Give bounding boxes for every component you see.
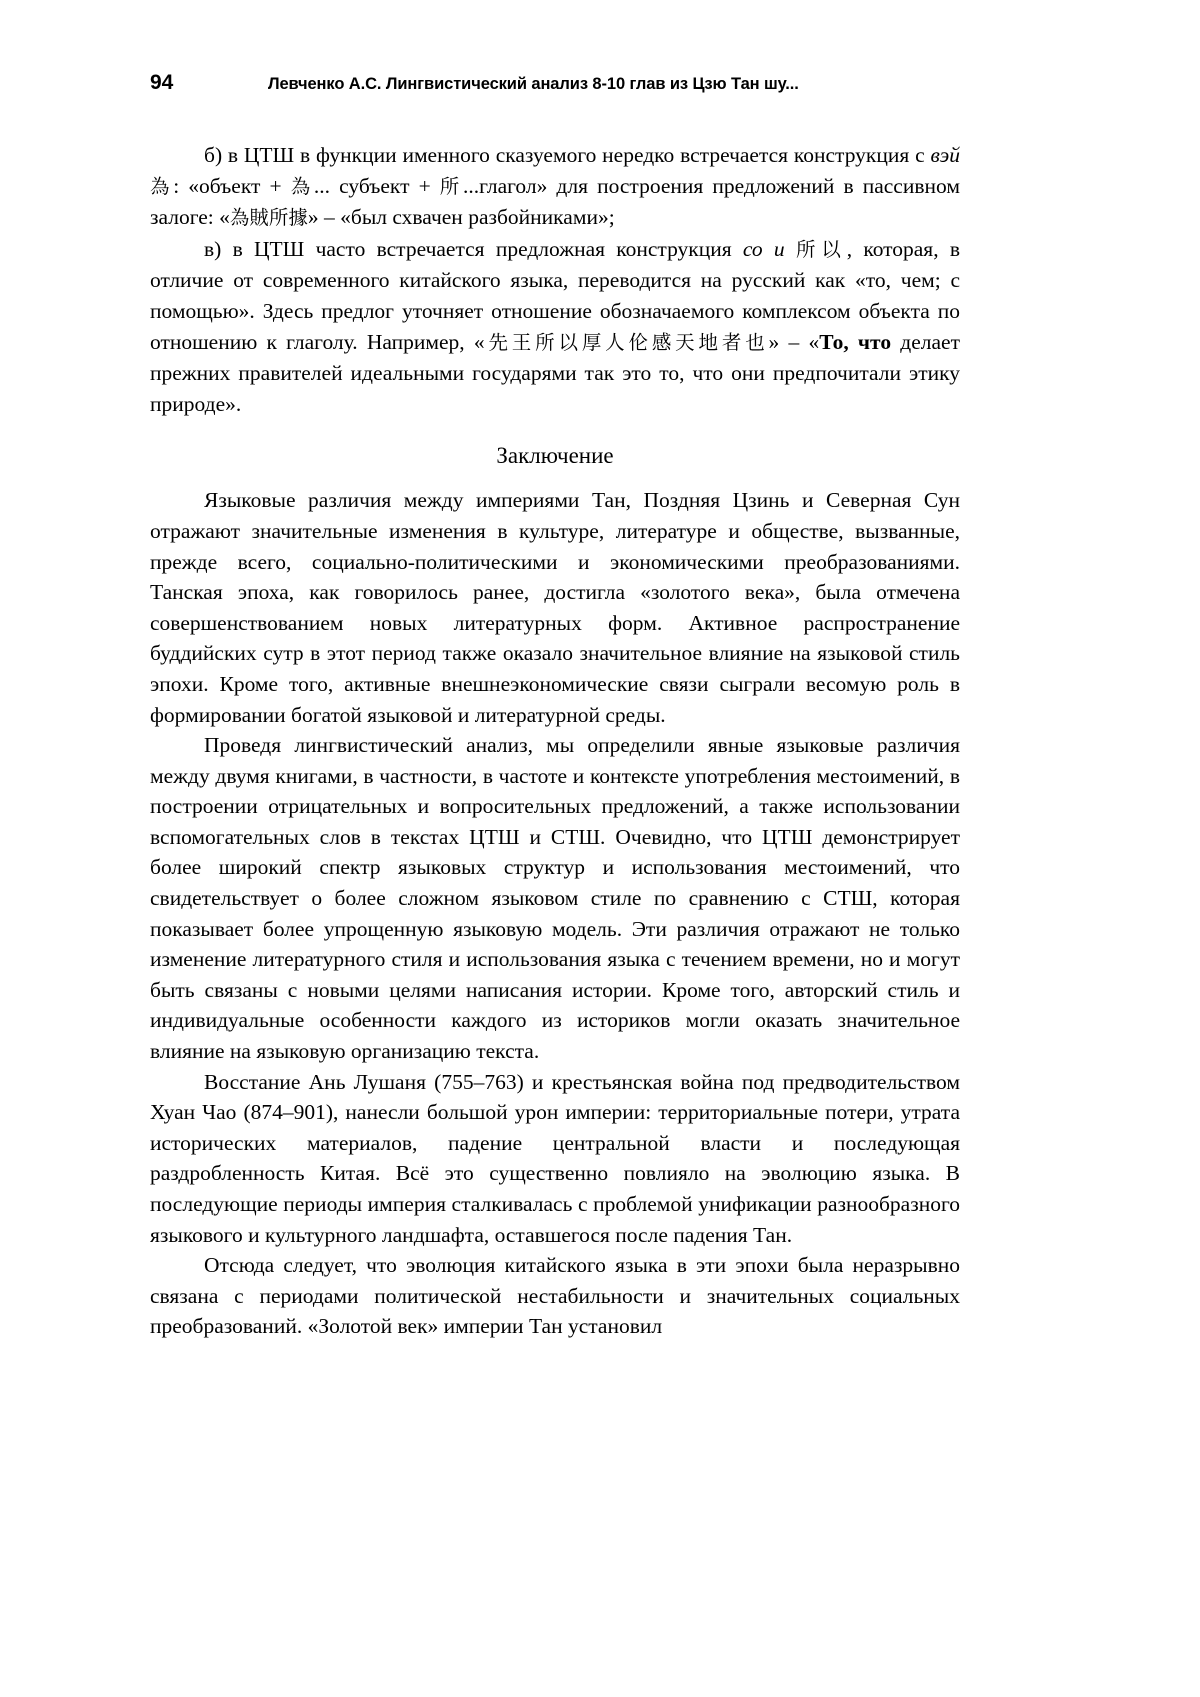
paragraph-v-italic-term: со и xyxy=(742,236,785,261)
paragraph-b-text-5: » – «был схвачен разбойниками»; xyxy=(307,205,615,230)
paragraph-v-cjk-1: 所以 xyxy=(795,237,847,261)
page-header xyxy=(150,72,1050,93)
section-heading-conclusion: Заключение xyxy=(496,443,614,469)
conclusion-paragraph-1: Языковые различия между империями Тан, Поздняя Цзинь и Северная Сун отражают значительные изменения в культуре, литературе и обществе, вызванные, прежде всего, социально-политическими и экономическими преобразованиями. Танская эпоха, как говорилось ранее, достигла «золотого века», была отмечена совершенствованием новых литературных форм. Активное распространение буддийских сутр в этот период также оказало значительное влияние на языковой стиль эпохи. Кроме того, активные внешнеэкономические связи сыграли весомую роль в формировании богатой языковой и литературной среды. xyxy=(150,488,960,727)
conclusion-paragraph-3: Восстание Ань Лушаня (755–763) и крестьянская война под предводительством Хуан Чао (874–901), нанесли большой урон империи: территориальные потери, утрата исторических материалов, падение центральной власти и последующая раздробленность Китая. Всё это существенно повлияло на эволюцию языка. В последующие периоды империя сталкивалась с проблемой унификации разнообразного языкового и культурного ландшафта, оставшегося после падения Тан. xyxy=(150,1069,960,1247)
paragraph-b-text-2: : «объект + xyxy=(173,173,291,198)
conclusion-paragraph-2: Проведя лингвистический анализ, мы определили явные языковые различия между двумя книгами, в частности, в частоте и контексте употребления местоимений, в построении отрицательных и вопросительных предложений, а также использовании вспомогательных слов в текстах ЦТШ и СТШ. Очевидно, что ЦТШ демонстрирует более широкий спектр языковых структур и использования местоимений, что свидетельствует о более сложном языковом стиле по сравнению с СТШ, которая показывает более упрощенную языковую модель. Эти различия отражают не только изменение литературного стиля и использования языка с течением времени, но и могут быть связаны с новыми целями написания истории. Кроме того, авторский стиль и индивидуальные особенности каждого из историков могли оказать значительное влияние на языковую организацию текста. xyxy=(150,733,960,1064)
page-number: 94 xyxy=(150,71,174,94)
paragraph-b xyxy=(150,140,960,234)
paragraph-b-cjk-1: 為 xyxy=(150,174,174,198)
paragraph-v-cjk-2: 先王所以厚人伦感天地者也 xyxy=(484,330,769,354)
page-content xyxy=(150,140,960,1342)
paragraph-b-cjk-3: 所 xyxy=(439,174,463,198)
paragraph-b-text-1: б) в ЦТШ в функции именного сказуемого нередко встречается конструкция с xyxy=(204,143,931,167)
paragraph-b-cjk-2: 為 xyxy=(290,174,314,198)
conclusion-paragraph-4: Отсюда следует, что эволюция китайского языка в эти эпохи была неразрывно связана с периодами политической нестабильности и значительных социальных преобразований. «Золотой век» империи Тан установил xyxy=(150,1253,960,1339)
paragraph-v-bold-term: То, что xyxy=(819,329,892,354)
paragraph-b-text-4: ...глагол» для построения предложений в пассивном залоге: « xyxy=(150,173,960,230)
paragraph-v-text-2: , которая, в отличие от современного китайского языка, переводится на русский как «то, чем; с помощью». Здесь предлог уточняет отношение обозначаемого комплексом объекта по отношению к глаголу. Например, « xyxy=(150,236,960,354)
paragraph-v-text-1: в) в ЦТШ часто встречается предложная конструкция xyxy=(204,236,743,261)
paragraph-v-text-3: » – « xyxy=(768,329,820,354)
paragraph-b-text-3: ... субъект + xyxy=(313,173,440,198)
paragraph-v xyxy=(150,234,960,420)
paragraph-b-cjk-4: 為賊所據 xyxy=(229,206,308,230)
paragraph-v-text-4: делает прежних правителей идеальными государями так это то, что они предпочитали этику природе». xyxy=(150,329,960,416)
running-title: Левченко А.С. Лингвистический анализ 8-10 глав из Цзю Тан шу... xyxy=(268,75,799,93)
paragraph-b-italic-term: вэй xyxy=(930,143,960,167)
